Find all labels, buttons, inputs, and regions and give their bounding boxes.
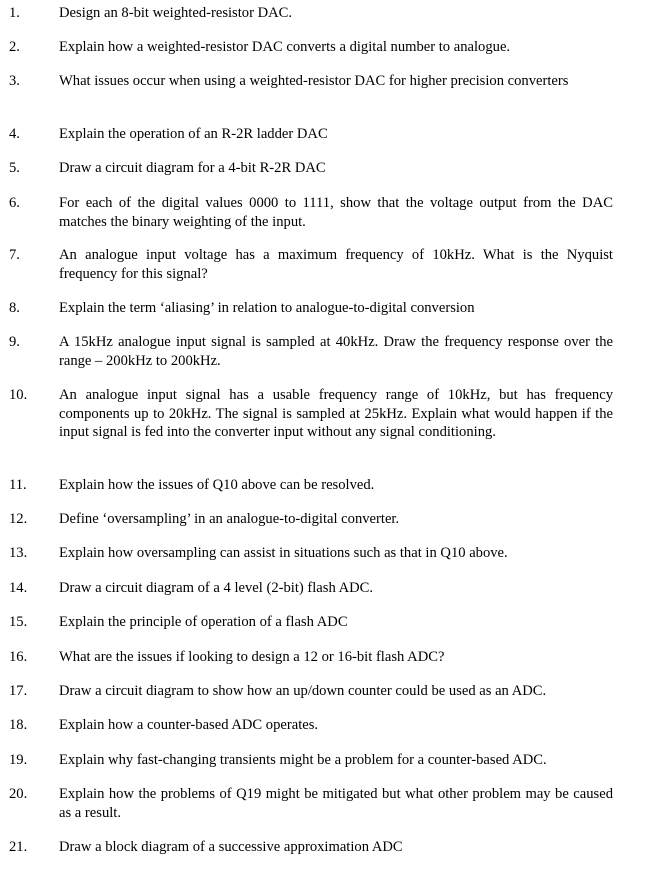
question-text: An analogue input voltage has a maximum frequency of 10kHz. What is the Nyquist frequency for this signal? <box>59 247 613 282</box>
question-number: 5. <box>9 160 20 176</box>
question-number: 7. <box>9 247 20 263</box>
question-text: Define ‘oversampling’ in an analogue-to-digital converter. <box>59 511 400 527</box>
question-text: A 15kHz analogue input signal is sampled at 40kHz. Draw the frequency response over the range – 200kHz to 200kHz. <box>59 334 613 369</box>
question-text: Explain the term ‘aliasing’ in relation to analogue-to-digital conversion <box>59 300 475 316</box>
question-number: 20. <box>9 786 28 802</box>
question-text: Explain how oversampling can assist in situations such as that in Q10 above. <box>59 545 508 561</box>
question-number: 14. <box>9 580 28 596</box>
question-text: Explain the principle of operation of a flash ADC <box>59 614 348 630</box>
question-text: An analogue input signal has a usable frequency range of 10kHz, but has frequency components up to 20kHz. The signal is sampled at 25kHz. Explain what would happen if the input signal is fed into the converter input without any signal conditioning. <box>59 387 613 440</box>
question-text: For each of the digital values 0000 to 1111, show that the voltage output from the DAC matches the binary weighting of the input. <box>59 195 613 230</box>
question-text: What issues occur when using a weighted-resistor DAC for higher precision converters <box>59 73 569 89</box>
question-number: 6. <box>9 195 20 211</box>
question-text: Explain how a weighted-resistor DAC converts a digital number to analogue. <box>59 39 511 55</box>
question-text: Draw a circuit diagram for a 4-bit R-2R DAC <box>59 160 326 176</box>
question-number: 19. <box>9 752 28 768</box>
question-text: Explain how the problems of Q19 might be mitigated but what other problem may be caused as a result. <box>59 786 613 821</box>
question-number: 1. <box>9 5 20 21</box>
question-text: Design an 8-bit weighted-resistor DAC. <box>59 5 293 21</box>
question-number: 16. <box>9 649 28 665</box>
question-text: What are the issues if looking to design a 12 or 16-bit flash ADC? <box>59 649 445 665</box>
question-text: Explain the operation of an R-2R ladder DAC <box>59 126 328 142</box>
question-number: 13. <box>9 545 28 561</box>
question-text: Draw a block diagram of a successive approximation ADC <box>59 839 403 855</box>
question-number: 12. <box>9 511 28 527</box>
question-number: 11. <box>9 477 27 493</box>
question-number: 15. <box>9 614 28 630</box>
question-number: 17. <box>9 683 28 699</box>
question-number: 8. <box>9 300 20 316</box>
question-number: 9. <box>9 334 20 350</box>
question-text: Explain why fast-changing transients might be a problem for a counter-based ADC. <box>59 752 547 768</box>
question-number: 10. <box>9 387 28 403</box>
question-number: 18. <box>9 717 28 733</box>
question-number: 21. <box>9 839 28 855</box>
question-text: Explain how a counter-based ADC operates. <box>59 717 319 733</box>
question-text: Draw a circuit diagram to show how an up/down counter could be used as an ADC. <box>59 683 547 699</box>
question-number: 4. <box>9 126 20 142</box>
question-number: 2. <box>9 39 20 55</box>
question-number: 3. <box>9 73 20 89</box>
question-text: Explain how the issues of Q10 above can be resolved. <box>59 477 375 493</box>
question-text: Draw a circuit diagram of a 4 level (2-bit) flash ADC. <box>59 580 374 596</box>
